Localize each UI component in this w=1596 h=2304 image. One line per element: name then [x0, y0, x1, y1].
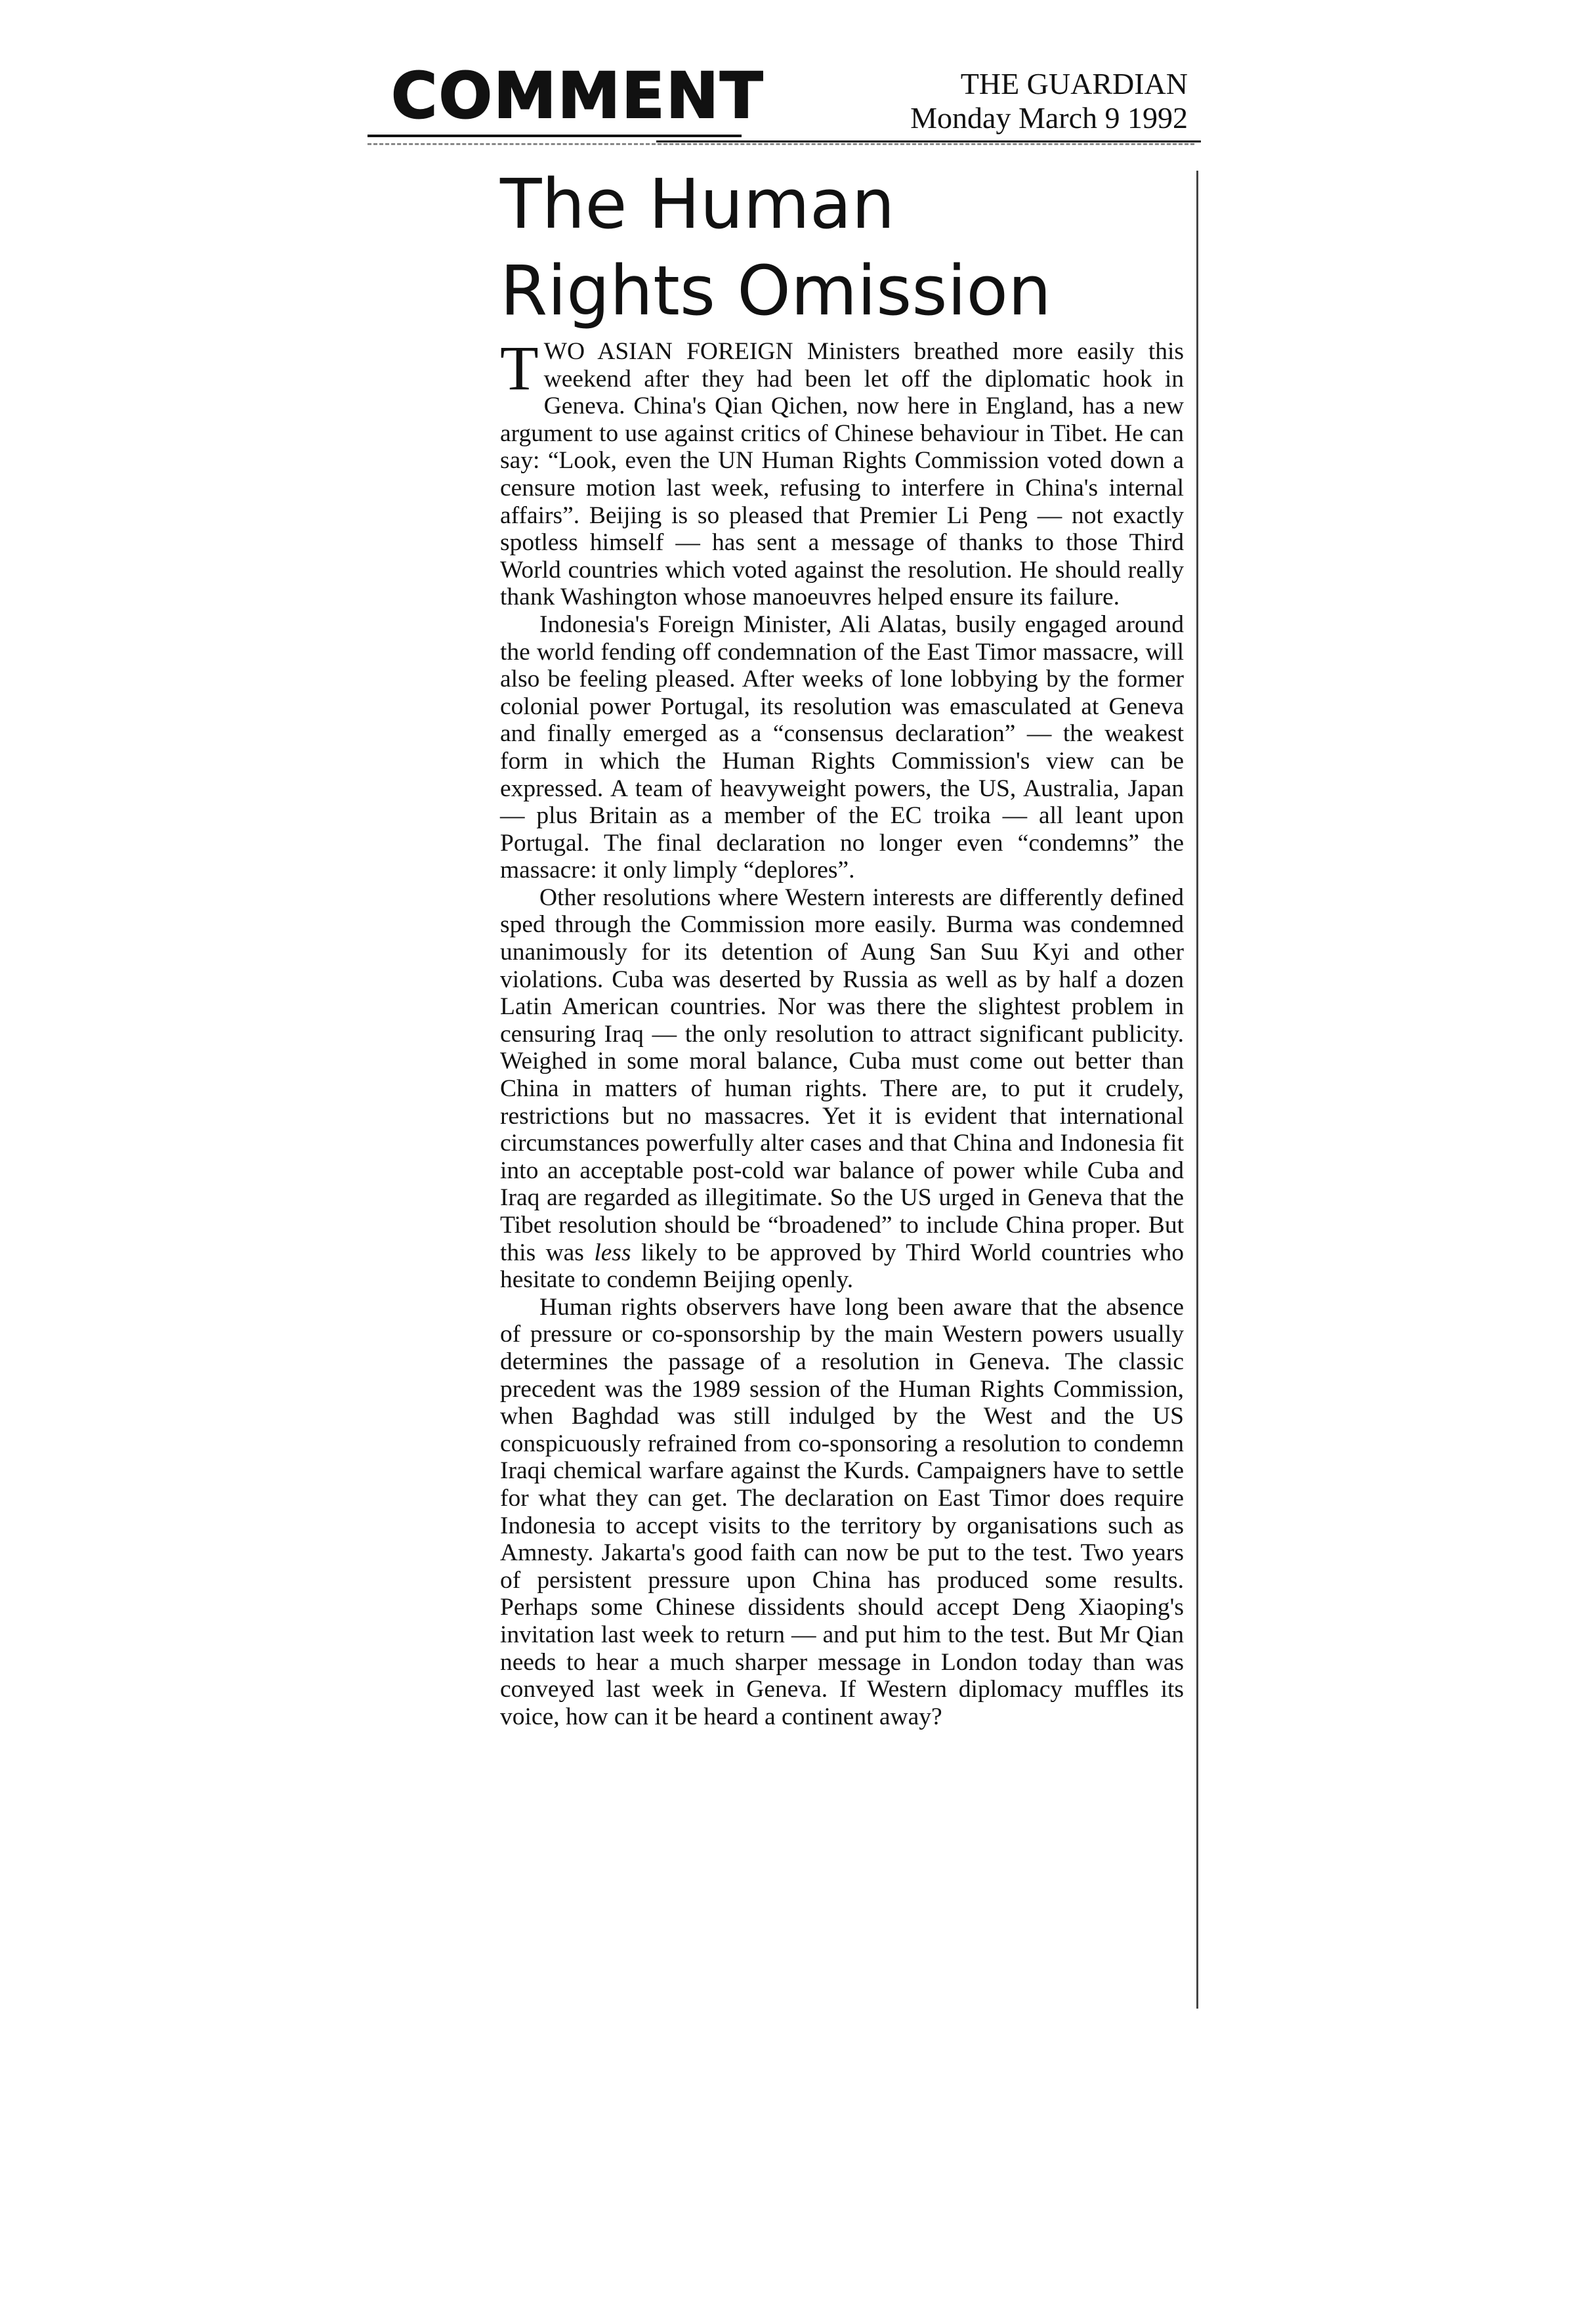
article-body — [500, 333, 1184, 1730]
paragraph-1 — [500, 333, 1184, 611]
article-headline — [500, 161, 1183, 334]
masthead — [840, 67, 1188, 135]
paragraph-3-italic: less — [594, 1239, 631, 1266]
drop-cap: T — [500, 333, 539, 403]
lead-in-caps: WO ASIAN FOREIGN — [543, 338, 793, 365]
section-underline — [368, 135, 742, 137]
dashed-divider — [368, 143, 1194, 145]
paragraph-2: Indonesia's Foreign Minister, Ali Alatas, busily engaged around the world fending off condemnation of the East Timor massacre, will also be feeling pleased. After weeks of lone lobbying by the former colonial power Portugal, its resolution was emasculated at Geneva and finally emerged as a “consensus declaration” — the weakest form in which the Human Rights Commission's view can be expressed. A team of heavyweight powers, the US, Australia, Japan — plus Britain as a member of the EC troika — all leant upon Portugal. The final declaration no longer even “condemns” the massacre: it only limply “deplores”. — [500, 610, 1184, 884]
paragraph-3 — [500, 884, 1184, 1294]
publication-date: Monday March 9 1992 — [910, 101, 1188, 135]
paragraph-1-text: Ministers breathed more easily this weekend after they had been let off the diplomatic hook in Geneva. China's Qian Qichen, now here in England, has a new argument to use against critics of Chinese behaviour in Tibet. He can say: “Look, even the UN Human Rights Commission voted down a censure motion last week, refusing to interfere in China's internal affairs”. Beijing is so pleased that Premier Li Peng — not exactly spotless himself — has sent a message of thanks to those Third World countries which voted against the resolution. He should really thank Washington whose manoeuvres helped ensure its failure. — [500, 338, 1184, 611]
headline-line-2: Rights Omission — [500, 251, 1051, 331]
column-rule — [1196, 171, 1198, 2009]
paragraph-3-text-b: likely to be approved by Third World countries who hesitate to condemn Beijing openly. — [500, 1239, 1184, 1294]
paragraph-4: Human rights observers have long been aware that the absence of pressure or co-sponsorship by the main Western powers usually determines the passage of a resolution in Geneva. The classic precedent was the 1989 session of the Human Rights Commission, when Baghdad was still indulged by the West and the US conspicuously refrained from co-sponsoring a resolution to condemn Iraqi chemical warfare against the Kurds. Campaigners have to settle for what they can get. The declaration on East Timor does require Indonesia to accept visits to the territory by organisations such as Amnesty. Jakarta's good faith can now be put to the test. Two years of persistent pressure upon China has produced some results. Perhaps some Chinese dissidents should accept Deng Xiaoping's invitation last week to return — and put him to the test. But Mr Qian needs to hear a much sharper message in London today than was conveyed last week in Geneva. If Western diplomacy muffles its voice, how can it be heard a continent away? — [500, 1293, 1184, 1730]
paper-name: THE GUARDIAN — [960, 67, 1188, 100]
masthead-rule — [656, 140, 1201, 142]
section-label: COMMENT — [391, 59, 765, 133]
headline-line-1: The Human — [500, 164, 895, 244]
paragraph-3-text-a: Other resolutions where Western interests are differently defined sped through the Commission more easily. Burma was condemned unanimously for its detention of Aung San Suu Kyi and other violations. Cuba was deserted by Russia as well as by half a dozen Latin American countries. Nor was there the slightest problem in censuring Iraq — the only resolution to attract significant publicity. Weighed in some moral balance, Cuba must come out better than China in matters of human rights. There are, to put it crudely, restrictions but no massacres. Yet it is evident that international circumstances powerfully alter cases and that China and Indonesia fit into an acceptable post-cold war balance of power while Cuba and Iraq are regarded as illegitimate. So the US urged in Geneva that the Tibet resolution should be “broadened” to include China proper. But this was — [500, 884, 1184, 1266]
